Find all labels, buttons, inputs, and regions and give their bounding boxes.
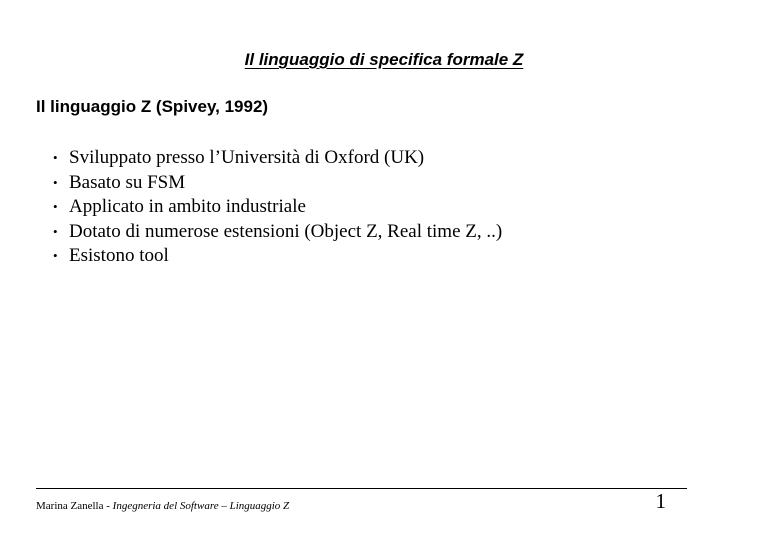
- list-item-text: Applicato in ambito industriale: [69, 196, 306, 217]
- list-item-text: Dotato di numerose estensioni (Object Z, Real time Z, ..): [69, 220, 503, 242]
- slide-title: Il linguaggio di specifica formale Z: [244, 50, 524, 69]
- list-item: [53, 220, 502, 245]
- bullet-list: [53, 146, 502, 269]
- list-item-text: Basato su FSM: [69, 171, 186, 193]
- footer-course: Ingegneria del Software – Linguaggio Z: [112, 500, 290, 512]
- bullet-icon: •: [53, 199, 58, 214]
- bullet-icon: •: [53, 223, 58, 239]
- list-item: [53, 195, 502, 220]
- list-item: [53, 244, 502, 269]
- footer-separator: -: [103, 500, 113, 512]
- list-item: [53, 146, 502, 171]
- list-item-text: Sviluppato presso l’Università di Oxford (UK): [69, 147, 425, 168]
- footer-caption: [36, 500, 289, 512]
- page-number: 1: [655, 489, 666, 513]
- bullet-icon: •: [53, 150, 58, 165]
- bullet-icon: •: [53, 248, 58, 263]
- list-item-text: Esistono tool: [69, 245, 169, 266]
- footer-divider: [36, 488, 687, 489]
- footer-author: Marina Zanella: [36, 500, 104, 512]
- section-heading: Il linguaggio Z (Spivey, 1992): [36, 97, 269, 116]
- bullet-icon: •: [53, 174, 58, 190]
- list-item: [53, 171, 502, 196]
